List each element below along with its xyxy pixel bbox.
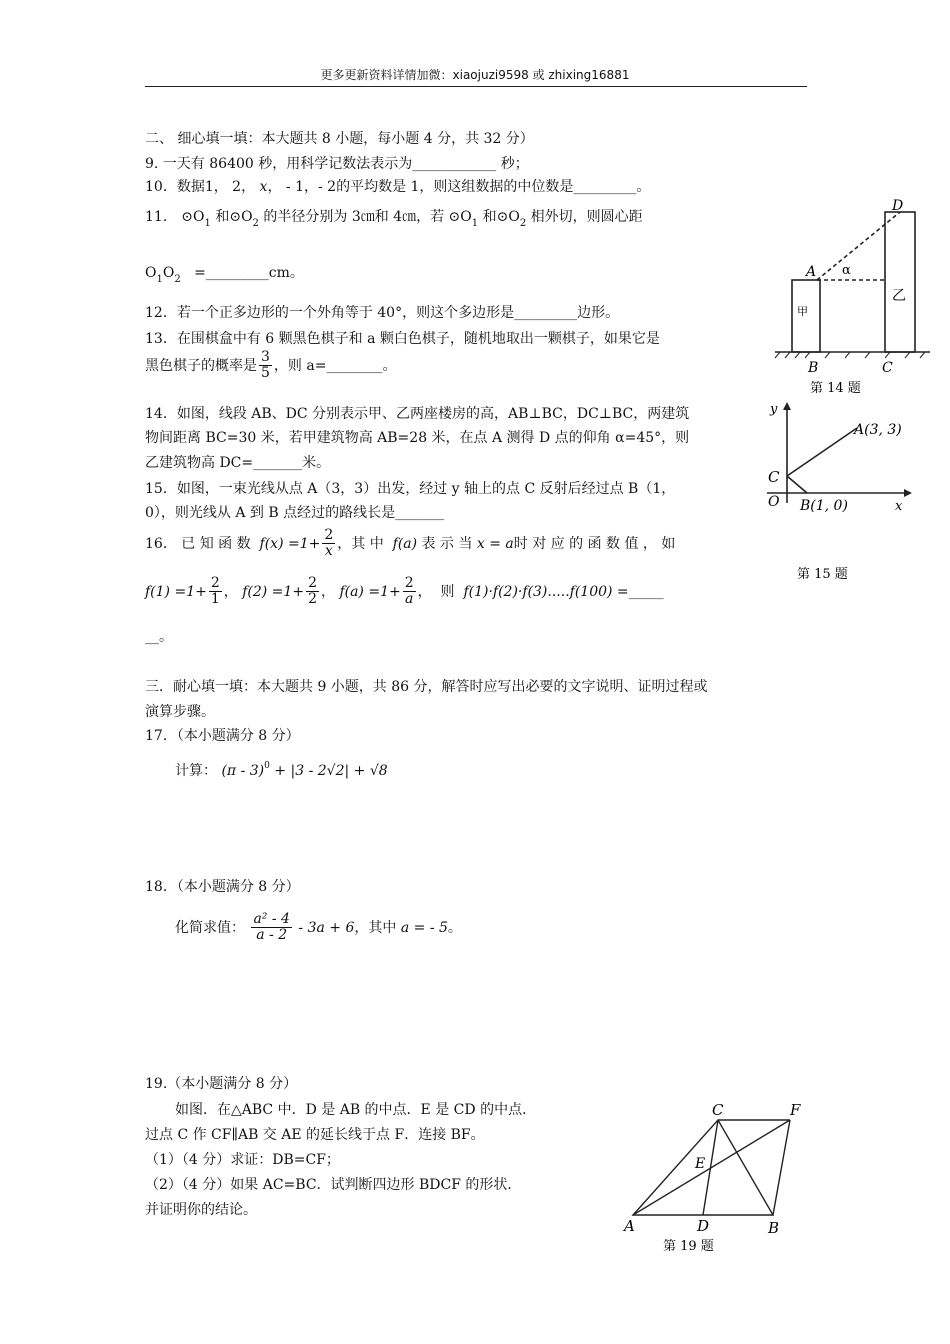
q18-expr [175,912,462,944]
circle-symbol: ⊙ [496,209,509,225]
q18-fraction [251,912,292,944]
frac-den: 5 [261,365,270,382]
building-yi [885,212,915,352]
q16-frac1 [209,576,222,608]
q18-cond: a = - 5 [400,919,448,936]
q16-fx: f(x) =1+ [259,535,321,552]
label-c: C [712,1101,724,1119]
frac-num: 2 [210,575,220,591]
sub-1: 1 [156,274,163,285]
q15-line1: 15．如图，一束光线从点 A（3，3）出发，经过 y 轴上的点 C 反射后经过点 B（1， [145,481,676,497]
q16-f1: f(1) =1+ [145,583,207,600]
frac-den: a - 2 [256,927,288,944]
q10-a: 10．数据1， 2， [145,179,260,195]
label-jia: 甲 [797,305,808,318]
label-yi: 乙 [892,288,906,304]
y-arrow [783,402,791,410]
q11-and2: 和 [482,209,497,225]
segment-af [633,1120,790,1215]
fig19-caption: 第 19 题 [663,1239,714,1254]
q16-d: 时 对 应 的 函 数 值 ， 如 [513,535,676,552]
x-arrow [904,489,912,497]
frac-den: a [405,591,414,608]
o-label: O [241,209,253,225]
ray-ca [787,428,857,476]
figure-19 [618,1098,818,1258]
q18-label: 化简求值： [175,919,245,936]
q15-line2: 0），则光线从 A 到 B 点经过的路线长是_______ [145,505,445,521]
o-label: O [460,209,472,225]
q18-tail: - 3a + 6 [293,919,355,936]
label-b: B [808,360,819,376]
label-b: B [768,1219,780,1237]
q10-b: ， - 1，- 2 [267,179,337,195]
q19-line1: 如图．在△ABC 中．D 是 AB 的中点．E 是 CD 的中点． [175,1102,537,1118]
q16-product: f(1)·f(2)·f(3).....f(100) =_____ [463,583,664,600]
q17-title: 17．（本小题满分 8 分） [145,728,300,744]
sub-1: 1 [204,218,211,229]
frac-num: 2 [324,527,334,543]
q17-exponent: 0 [264,761,270,771]
figure-15 [762,398,937,588]
frac-den: x [324,543,333,560]
q14-line3: 乙建筑物高 DC=_______米。 [145,455,331,471]
sight-line [817,212,900,280]
q12: 12．若一个正多边形的一个外角等于 40°，则这个多边形是_________边形。 [145,305,620,321]
o-label: O [145,265,157,281]
section2-title: 二、 细心填一填：本大题共 8 小题，每小题 4 分，共 32 分） [145,131,534,147]
label-b: B(1, 0) [800,498,848,514]
frac-den: 1 [210,591,220,608]
sub-2: 2 [519,218,527,229]
q16-frac2 [306,576,319,608]
header-note: 更多更新资料详情加微：xiaojuzi9598 或 zhixing16881 [320,68,630,82]
q11-and: 和 [215,209,230,225]
q18-where: ，其中 [354,919,397,936]
q19-part1: （1）（4 分）求证：DB=CF； [145,1152,340,1168]
q16-f2: f(2) =1+ [242,583,305,600]
q10 [145,176,650,196]
q17-expr [175,760,388,780]
q19-line2: 过点 C 作 CF∥AB 交 AE 的延长线于点 F．连接 BF。 [145,1127,485,1143]
circle-symbol: ⊙ [448,209,461,225]
q11-line2 [145,262,304,285]
q13-line2 [145,350,396,382]
frac-num: a² - 4 [253,911,290,927]
label-a: A [624,1217,635,1235]
q17-expr-b: + |3 - 2√2| + √8 [269,763,388,779]
label-a: A [806,264,817,280]
q10-c: 的平均数是 1，则这组数据的中位数是_________。 [336,179,651,195]
q16-fa2: f(a) =1+ [339,583,401,600]
q16-c: 表 示 当 [421,535,473,552]
label-c: C [882,360,893,376]
section3-line1: 三．耐心填一填：本大题共 9 小题，共 86 分，解答时应写出必要的文字说明、证明过程或 [145,679,708,695]
circle-symbol: ⊙ [181,209,194,225]
label-o: O [768,494,780,510]
q19-title: 19.（本小题满分 8 分） [145,1076,298,1092]
o-label: O [162,265,175,281]
frac-num: 3 [261,349,270,365]
q19-part2: （2）（4 分）如果 AC=BC．试判断四边形 BDCF 的形状． [145,1177,522,1193]
q16-cont: __。 [145,629,173,645]
q13-pre: 黑色棋子的概率是 [145,357,257,374]
q13-line1: 13．在围棋盒中有 6 颗黑色棋子和 a 颗白色棋子，随机地取出一颗棋子，如果它是 [145,331,660,347]
label-e: E [695,1156,706,1172]
section3-line2: 演算步骤。 [145,704,215,720]
label-a: A(3, 3) [854,422,902,438]
q9: 9. 一天有 86400 秒，用科学记数法表示为____________ 秒； [145,156,529,172]
label-c: C [768,468,780,486]
sub-1: 1 [471,218,479,229]
o-label: O [508,209,520,225]
frac-den: 2 [308,591,317,608]
sub-2: 2 [252,218,259,229]
q18-end: 。 [447,919,462,936]
frac-num: 2 [308,575,317,591]
q11 [145,206,643,229]
q16-frac3 [403,576,416,608]
o-label: O [193,209,205,225]
q11-text: 的半径分别为 3㎝和 4㎝，若 [263,209,445,225]
q16-xa: x = a [476,535,514,552]
q18-title: 18．（本小题满分 8 分） [145,879,300,895]
q17-label: 计算： [175,763,217,779]
q16-b: ，其 中 [337,535,384,552]
q13-fraction [259,350,272,382]
ray-cb [787,476,807,493]
q16-then: 则 [440,583,455,600]
figure-14 [770,190,935,400]
q10-x: x [259,179,268,195]
q16-line2: f(1) =1+ $\frac{2}{1}$ ， f(2) =1+ $\frac{2}{2}$ ， f(a) =1+ $\frac{2}{a}$ ， 则 f(1)·f(2)·f(3).....f(100) =_____ [145,575,664,608]
fig14-caption: 第 14 题 [810,381,861,396]
q16-a: 16． 已 知 函 数 [145,535,251,552]
q16-line1 [145,528,675,560]
segment-bf [773,1120,790,1215]
header-rule [145,86,807,87]
q13-post: ，则 a=________。 [273,357,397,374]
sub-2: 2 [174,274,181,285]
label-alpha: α [842,263,851,278]
q16-fa: f(a) [392,535,418,552]
label-y: y [770,402,778,417]
q11-tail: =_________cm。 [194,265,304,281]
q11-num: 11． [145,209,177,225]
circle-symbol: ⊙ [229,209,242,225]
q14-line2: 物间距离 BC=30 米，若甲建筑物高 AB=28 米，在点 A 测得 D 点的仰角 α=45°，则 [145,430,690,446]
label-x: x [895,499,903,514]
label-f: F [790,1101,801,1119]
label-d: D [892,198,904,214]
label-d: D [697,1217,710,1235]
fig15-caption: 第 15 题 [797,567,848,582]
q19-part3: 并证明你的结论。 [145,1202,257,1218]
q16-frac [322,528,335,560]
q14-line1: 14．如图，线段 AB、DC 分别表示甲、乙两座楼房的高，AB⊥BC，DC⊥BC，两建筑 [145,406,690,422]
q17-expr-a: (π - 3) [221,763,265,779]
q11-end: 相外切，则圆心距 [530,209,643,225]
frac-num: 2 [404,575,414,591]
